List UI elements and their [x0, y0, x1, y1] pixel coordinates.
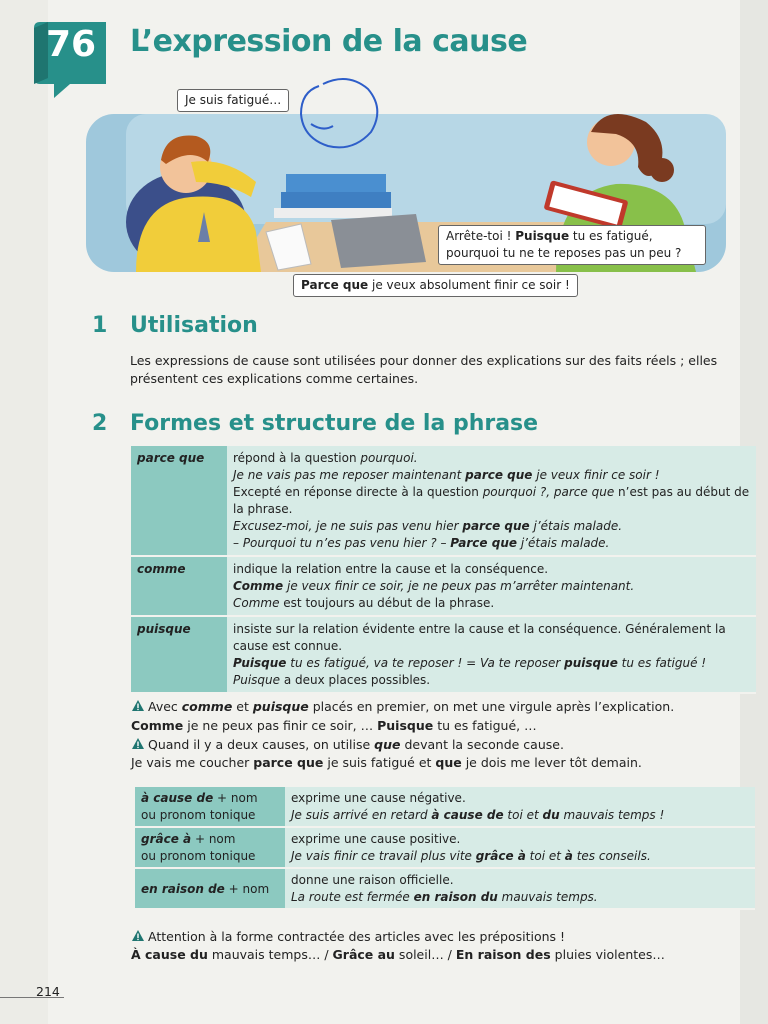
text: La route est fermée — [291, 890, 414, 904]
text: + nom — [191, 832, 236, 846]
description-cell — [285, 787, 755, 827]
bubble-woman-keyword: Puisque — [515, 229, 570, 243]
table-row-puisque — [131, 616, 756, 693]
keyword: grâce à — [141, 832, 192, 846]
text: Avec — [148, 699, 182, 714]
note-comma — [131, 698, 751, 716]
rule — [233, 672, 750, 689]
prepositions-table — [135, 787, 755, 910]
text: insiste sur la relation évidente entre la cause et la conséquence. Généralement la cause est connue. — [233, 622, 726, 653]
text: tu es fatigué, va te reposer ! = Va te reposer — [286, 656, 565, 670]
text: ou pronom tonique — [141, 808, 256, 822]
term-cell — [135, 827, 285, 868]
keyword: Parce que — [450, 536, 518, 550]
text: pluies violentes… — [550, 947, 665, 962]
keyword: puisque — [252, 699, 309, 714]
keyword: du — [542, 808, 560, 822]
text: n’est pas au début de la phrase. — [233, 485, 750, 516]
chapter-number: 76 — [45, 24, 97, 65]
section-1-text: Les expressions de cause sont utilisées pour donner des explications sur des faits réels ; elles présentent ces explications comme certaines. — [130, 353, 718, 386]
keyword: à — [564, 849, 573, 863]
keyword: Comme — [233, 596, 280, 610]
keyword: Puisque — [233, 656, 287, 670]
binding-strip — [0, 0, 48, 1024]
table-row-a-cause-de — [135, 787, 755, 827]
keyword: Comme — [233, 579, 284, 593]
text: devant la seconde cause. — [400, 737, 564, 752]
text: – Pourquoi tu n’es pas venu hier ? – — [233, 536, 451, 550]
note-two-causes — [131, 736, 751, 754]
note-comma-example — [131, 717, 751, 735]
table-row-en-raison-de — [135, 868, 755, 909]
speech-bubble-man-text: Je suis fatigué… — [185, 93, 282, 107]
keyword: À cause du — [131, 947, 208, 962]
text: Je vais finir ce travail plus vite — [291, 849, 476, 863]
keyword: parce que — [253, 755, 324, 770]
table-row-comme — [131, 556, 756, 616]
speech-bubble-reply — [293, 274, 578, 297]
warning-icon — [131, 737, 145, 750]
warning-icon — [131, 699, 145, 712]
keyword: Puisque — [377, 718, 434, 733]
description-cell — [227, 556, 756, 616]
text: j’étais malade. — [517, 536, 610, 550]
text: tu es fatigué, … — [433, 718, 537, 733]
description-cell — [227, 616, 756, 693]
example — [291, 889, 749, 906]
text: exprime une cause positive. — [291, 832, 461, 846]
speech-bubble-man — [177, 89, 289, 112]
note-two-causes-example — [131, 754, 751, 772]
text: est toujours au début de la phrase. — [279, 596, 495, 610]
text: mauvais temps… / — [207, 947, 333, 962]
text: placés en premier, on met une virgule après l’explication. — [308, 699, 675, 714]
books — [274, 174, 392, 218]
text: Quand il y a deux causes, on utilise — [148, 737, 375, 752]
keyword: en raison du — [413, 890, 498, 904]
text: Je ne vais pas me reposer maintenant — [233, 468, 466, 482]
term-cell: parce que — [131, 446, 227, 556]
keyword: Comme — [131, 718, 184, 733]
text: je veux finir ce soir, je ne peux pas m’arrêter maintenant. — [283, 579, 635, 593]
keyword: En raison des — [455, 947, 551, 962]
table-row-grace-a — [135, 827, 755, 868]
description-cell — [227, 446, 756, 556]
bubble-woman-text-1: Arrête-toi ! — [446, 229, 516, 243]
example — [233, 655, 750, 672]
text: + nom — [213, 791, 258, 805]
keyword: Grâce au — [332, 947, 395, 962]
bubble-reply-keyword: Parce que — [301, 278, 369, 292]
keyword: à cause de — [431, 808, 504, 822]
text: répond à la question — [233, 451, 361, 465]
rule — [233, 595, 750, 612]
note-contracted-articles-example — [131, 946, 751, 964]
rule — [233, 484, 750, 518]
text: ou pronom tonique — [141, 849, 256, 863]
text: tu es fatigué ! — [617, 656, 707, 670]
pen-circle-annotation — [293, 74, 383, 154]
keyword: parce que — [465, 468, 533, 482]
text: a deux places possibles. — [280, 673, 431, 687]
term-cell — [135, 787, 285, 827]
text: toi et — [503, 808, 543, 822]
term-cell: puisque — [131, 616, 227, 693]
keyword: comme — [181, 699, 233, 714]
keyword: que — [435, 755, 462, 770]
text: et — [232, 699, 253, 714]
example — [291, 848, 749, 865]
text: Je suis arrivé en retard — [291, 808, 432, 822]
text: Attention à la forme contractée des articles avec les prépositions ! — [148, 929, 566, 944]
bubble-reply-text: je veux absolument finir ce soir ! — [368, 278, 570, 292]
text: pourquoi ?, parce que — [482, 485, 615, 499]
example — [233, 535, 750, 552]
keyword: grâce à — [475, 849, 526, 863]
description-cell — [285, 868, 755, 909]
text: donne une raison officielle. — [291, 873, 454, 887]
bubble-woman-text-2: tu es fatigué, pourquoi tu ne te reposes pas un peu ? — [446, 229, 682, 260]
term-cell: comme — [131, 556, 227, 616]
keyword: que — [374, 737, 401, 752]
text: je veux finir ce soir ! — [532, 468, 660, 482]
section-1-title: Utilisation — [130, 313, 258, 338]
keyword: à cause de — [141, 791, 214, 805]
term-cell — [135, 868, 285, 909]
section-2-number: 2 — [92, 411, 108, 436]
text: Excusez-moi, je ne suis pas venu hier — [233, 519, 463, 533]
text: indique la relation entre la cause et la conséquence. — [233, 562, 549, 576]
example — [233, 578, 750, 595]
keyword: parce que — [462, 519, 530, 533]
forms-table — [131, 446, 756, 694]
text: je ne peux pas finir ce soir, … — [183, 718, 378, 733]
text: je dois me lever tôt demain. — [461, 755, 642, 770]
warning-icon — [131, 929, 145, 942]
description-cell — [285, 827, 755, 868]
text: pourquoi. — [360, 451, 418, 465]
laptop — [331, 214, 426, 268]
example — [291, 807, 749, 824]
text: Je vais me coucher — [131, 755, 254, 770]
text: mauvais temps. — [497, 890, 598, 904]
chapter-title: L’expression de la cause — [130, 24, 528, 59]
text: Excepté en réponse directe à la question — [233, 485, 483, 499]
table-row-parce-que — [131, 446, 756, 556]
keyword: puisque — [564, 656, 618, 670]
text: soleil… / — [394, 947, 456, 962]
text: j’étais malade. — [529, 519, 623, 533]
page-number: 214 — [36, 984, 60, 999]
speech-bubble-woman — [438, 225, 706, 265]
note-contracted-articles — [131, 928, 751, 946]
keyword: en raison de — [141, 881, 225, 896]
example — [233, 467, 750, 484]
text: toi et — [525, 849, 565, 863]
keyword: Puisque — [233, 673, 281, 687]
section-1-number: 1 — [92, 313, 108, 338]
text: mauvais temps ! — [559, 808, 665, 822]
section-2-title: Formes et structure de la phrase — [130, 411, 539, 436]
text: exprime une cause négative. — [291, 791, 466, 805]
text: + nom — [224, 881, 270, 896]
text: tes conseils. — [572, 849, 651, 863]
text: je suis fatigué et — [323, 755, 436, 770]
example — [233, 518, 750, 535]
